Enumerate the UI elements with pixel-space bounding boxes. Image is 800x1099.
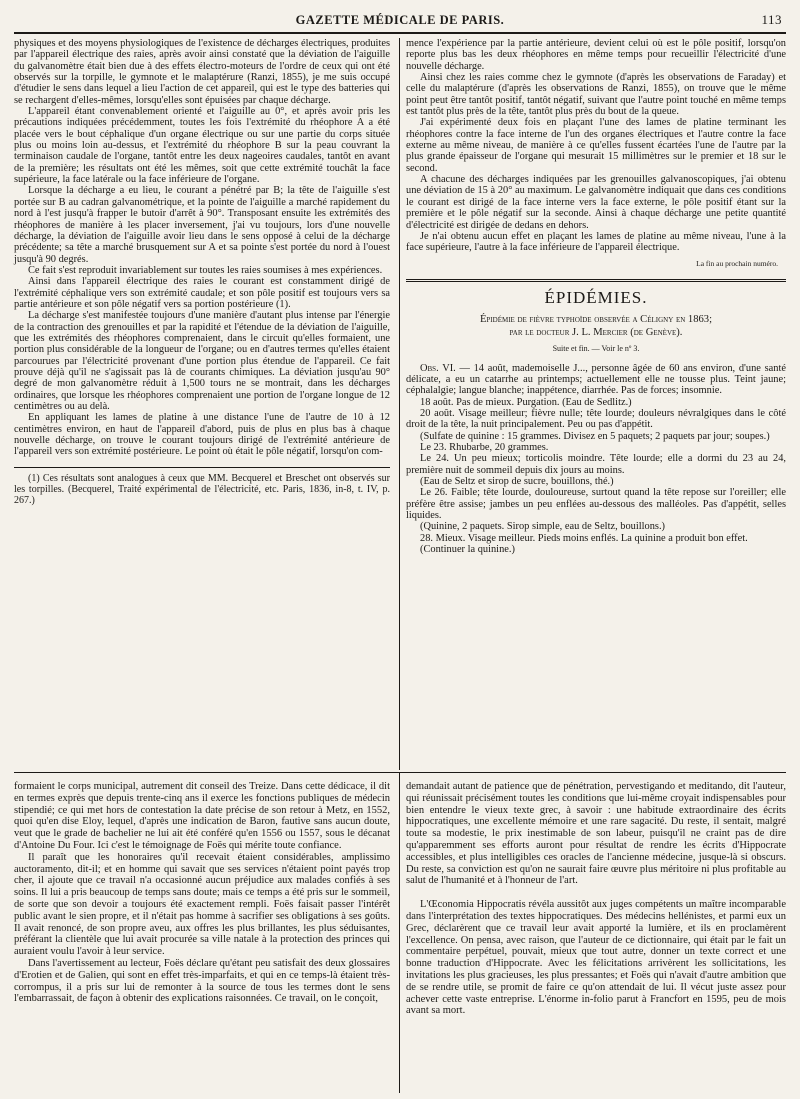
lower-section	[14, 772, 786, 1093]
paragraph: formaient le corps municipal, autrement dit conseil des Treize. Dans cette dédicace, il dit en termes exprès que depuis trente-cinq ans il exerce les fonctions publiques de médecin stipendié; ce qui met hors de contestation la date précise de son retour à Metz, en 1552, quoi qu'en dise Eloy, lequel, d'après une indication de Baron, fautive sans aucun doute, veut que le grade de bachelier ne lui ait été conféré qu'en 1556 ou 1557, sous le décanat d'Antoine Du Four. Ici c'est le témoignage de Foës qui mérite toute confiance.	[14, 781, 390, 851]
observation-entry: Le 26. Faible; tête lourde, douloureuse, surtout quand la tête repose sur l'oreiller; elle préfère être assise; jambes un peu enflées au-dessous des malléoles. Pas d'appétit, selles liquides.	[406, 487, 786, 522]
running-header	[14, 8, 786, 34]
observation-intro-text: — 14 août, mademoiselle J..., personne âgée de 60 ans environ, d'une santé délicate, a eu un catarrhe au printemps; actuellement elle ne tousse plus. Teint jaune; céphalalgie; langue blanche; inappétence, diarrhée. Pas de forces; insomnie.	[406, 362, 786, 397]
column-divider	[399, 38, 400, 770]
right-column-top	[406, 38, 786, 555]
observation-entry: (Quinine, 2 paquets. Sirop simple, eau de Seltz, bouillons.)	[420, 521, 666, 533]
paragraph: Il paraît que les honoraires qu'il recevait étaient considérables, amplissimo auctoramento, dit-il; et en homme qui savait que ses services n'étaient point payés trop cher, il ajoute que ce travail n'a occasionné aucun préjudice aux malades confiés à ses soins. Il lui a pris beaucoup de temps sans doute; mais ce temps a été pris sur le sommeil, de sorte que son devoir a toujours été exactement rempli. Foës faisait passer l'intérêt public avant le sien propre, et il n'était pas homme à sacrifier ses obligations à ses goûts. Il avait renoncé, de son propre aveu, aux offres les plus brillantes, les plus séduisantes, préférant la clientèle que lui avait procurée sa ville natale à la protection des princes qui auraient voulu l'avoir à leur service.	[14, 851, 390, 958]
paragraph: Ce fait s'est reproduit invariablement sur toutes les raies soumises à mes expériences.	[28, 264, 383, 276]
paragraph: physiques et des moyens physiologiques de l'existence de décharges électriques, produites par l'appareil électrique des raies, après avoir ainsi constaté que la déviation de l'aiguille du galvanomètre était bien due à des effets électro-moteurs de l'ordre de ceux qui ont été observés sur la torpille, le gymnote et le malaptérure (Ranzi, 1855), je me suis occupé d'étudier le sens dans lequel a lieu l'action de cet appareil, qui est le type des batteries qui se rechargent d'elles-mêmes, lorsqu'elles sont épuisées par chaque décharge.	[14, 38, 390, 106]
left-column-top	[14, 38, 390, 506]
observation-entry: 20 août. Visage meilleur; fièvre nulle; tête lourde; douleurs névralgiques dans le côté droit de la tête, la nuit principalement. Peu ou pas d'appétit.	[406, 407, 786, 431]
paragraph: L'Œconomia Hippocratis révéla aussitôt aux juges compétents un maître incomparable dans l'interprétation des textes hippocratiques. Des médecins hellénistes, et parmi eux un Grec, déclarèrent que ce travail leur avait apporté la lumière, et ils en proclamèrent l'excellence. On pensa, avec raison, que l'auteur de ce dictionnaire, qui était par le fait un commentaire perpétuel, pouvait, mieux que tout autre, donner un texte correct et une bonne traduction d'Hippocrate. Avec les félicitations arrivèrent les sollicitations, les invitations les plus gracieuses, les plus pressantes; et Foës qui n'avait d'autre ambition que de se rendre utile, se promit de faire ce qu'on attendait de lui. Il vécut juste assez pour achever cette vaste entreprise. L'énorme in-folio parut à Francfort en 1595, peu de mois avant sa mort.	[406, 899, 786, 1017]
article-title-line1: Épidémie de fièvre typhoïde observée a Céligny en 1863;	[479, 314, 713, 326]
article-byline: par le docteur J. L. Mercier (de Genève).	[509, 327, 683, 339]
observation-label: Obs. VI.	[420, 362, 456, 374]
paragraph: demandait autant de patience que de pénétration, pervestigando et meditando, dit l'auteur, qui réunissait précisément toutes les conditions que lui-même croyait indispensables pour bien entendre le vieux texte grec, à savoir : une habitude extraordinaire des écrits hippocratiques, une excellente mémoire et une rare sagacité. Du reste, il sentait, malgré toute sa modestie, le prix inestimable de son labeur, puisqu'il ne craint pas de dire qu'apparemment ses efforts auront pour résultat de rendre les écrits d'Hippocrate accessibles, et plus intelligibles ces oracles de l'ancienne médecine, jusque-là si obscurs. Du reste, sa conviction est qu'on ne saurait faire œuvre plus méritoire ni plus profitable au salut de l'humanité et à l'honneur de l'art.	[406, 781, 786, 887]
footnote-rule	[14, 467, 390, 468]
observation-entry: Le 24. Un peu mieux; torticolis moindre. Tête lourde; elle a dormi du 23 au 24, première nuit de sommeil depuis dix jours au moins.	[406, 453, 786, 476]
paragraph: Je n'ai obtenu aucun effet en plaçant les lames de platine au même niveau, l'une à la face supérieure, l'autre à la face inférieure de l'appareil électrique.	[406, 230, 786, 254]
paragraph: mence l'expérience par la partie antérieure, devient celui où est le pôle positif, lorsqu'on reporte plus bas les deux rhéophores en même temps pour recueillir l'électricité d'une nouvelle décharge.	[406, 38, 786, 72]
paragraph: J'ai expérimenté deux fois en plaçant l'une des lames de platine terminant les rhéophores contre la face interne de l'un des organes électriques et l'autre contre la face externe au même niveau, de manière à ce qu'elles fussent écartées l'une de l'autre par la plus grande épaisseur de l'organe qui mesurait 15 millimètres sur le premier et 18 sur le second.	[406, 117, 786, 174]
paragraph: Lorsque la décharge a eu lieu, le courant a pénétré par B; la tête de l'aiguille s'est portée sur B au cadran galvanométrique, et la pointe de l'aiguille a marché rapidement du nord à l'est jusqu'à frapper le butoir d'arrêt à 90°. Transposant ensuite les extrémités des rhéophores de manière à les placer inversement, j'ai vu toujours, lors d'une nouvelle décharge, la déviation de l'aiguille avoir lieu dans le sens opposé à celui de la décharge précédente; sa tête a marché brusquement sur A et sa pointe s'est portée du nord à l'ouest jusqu'à 90 degrés.	[14, 185, 390, 265]
observation-entry: (Sulfate de quinine : 15 grammes. Divisez en 5 paquets; 2 paquets par jour; soupes.)	[420, 430, 770, 442]
observation-entry: 18 août. Pas de mieux. Purgation. (Eau de Sedlitz.)	[420, 396, 632, 408]
journal-title: GAZETTE MÉDICALE DE PARIS.	[295, 13, 505, 27]
newspaper-page	[14, 8, 786, 1093]
footnote-text: (1) Ces résultats sont analogues à ceux que MM. Becquerel et Breschet ont observés sur les torpilles. (Becquerel, Traité expérimental de l'électricité, etc. Paris, 1836, in-8, t. IV, p. 267.)	[14, 472, 390, 506]
paragraph: La décharge s'est manifestée toujours d'une manière d'autant plus intense par l'énergie de la contraction des grenouilles et par la rapidité et l'étendue de la déviation de l'aiguille, que les extrémités des rhéophores comprenaient, dans le circuit qu'elles formaient, une portion plus considérable de la longueur de l'organe; ou en d'autres termes qu'elles étaient parcourues par l'électricité provenant d'une portion plus étendue de l'appareil. Ce fait prouve déjà qu'il ne s'agissait pas là de courants chimiques. La déviation jusqu'au 90° degré de mon galvanomètre réduit à 1,500 tours ne se montrait, dans les décharges ordinaires, que lorsque les rhéophores comprenaient une portion de l'organe longue de 12 centimètres ou au delà.	[14, 310, 390, 412]
left-column-bottom	[14, 781, 390, 1005]
observation-entry: (Eau de Seltz et sirop de sucre, bouillons, thé.)	[420, 476, 614, 487]
paragraph-gap	[406, 887, 786, 899]
paragraph: Ainsi dans l'appareil électrique des raies le courant est constamment dirigé de l'extrémité céphalique vers son extrémité caudale; et son pôle positif est toujours vers sa partie antérieure et son pôle négatif vers sa portion postérieure (1).	[14, 276, 390, 310]
observation-vi	[406, 363, 786, 556]
column-divider	[399, 773, 400, 1093]
observation-intro	[406, 363, 786, 397]
continued-note: La fin au prochain numéro.	[696, 258, 778, 268]
article-title	[406, 313, 786, 339]
page-number: 113	[761, 12, 782, 27]
right-column-bottom	[406, 781, 786, 1017]
paragraph: L'appareil étant convenablement orienté et l'aiguille au 0°, et après avoir pris les précautions indiquées précédemment, toutes les fois l'extrémité du rhéophore A a été placée vers le bout céphalique d'un organe électrique ou sur une partie du corps située plus ou moins loin au-dessus, et l'extrémité du rhéophore B sur la peau couvrant la terminaison caudale de l'organe, tantôt entre les deux nageoires caudales, tantôt en avant de la première; les résultats ont été les mêmes, soit que cette extrémité touchât la face supérieure, la face latérale ou la face inférieure de l'organe.	[14, 106, 390, 186]
paragraph: En appliquant les lames de platine à une distance l'une de l'autre de 10 à 12 centimètres environ, en haut de l'appareil d'abord, puis de plus en plus bas à chaque nouvelle décharge, on trouve le courant toujours dirigé de l'extrémité antérieure de l'appareil vers son extrémité postérieure. Le point où était le pôle négatif, lorsqu'on com-	[14, 412, 390, 458]
paragraph: A chacune des décharges indiquées par les grenouilles galvanoscopiques, j'ai obtenu une déviation de 15 à 20° au maximum. Le galvanomètre indiquait que dans ces conditions le courant est dirigé de la face interne vers la face externe, le pôle positif étant sur la première et le pôle négatif sur la seconde. Ainsi à chaque décharge une petite quantité d'électricité est dirigée de dedans en dehors.	[406, 174, 786, 231]
continuation-note: Suite et fin. — Voir le nº 3.	[552, 344, 640, 354]
upper-section	[14, 38, 786, 770]
paragraph: Dans l'avertissement au lecteur, Foës déclare qu'étant peu satisfait des deux glossaires d'Erotien et de Galien, qui sont en effet très-imparfaits, et qui en ce temps-là étaient très-corrompus, il a pris sur lui de remonter à la source de tous les termes dont le sens l'embarrassait, de façon à obtenir des explications raisonnées. Ce travail, on le conçoit,	[14, 957, 390, 1005]
footnote	[14, 473, 390, 506]
section-divider	[406, 279, 786, 282]
section-title: ÉPIDÉMIES.	[544, 287, 648, 307]
observation-entry: 28. Mieux. Visage meilleur. Pieds moins enflés. La quinine a produit bon effet.	[420, 532, 748, 544]
observation-entry: (Continuer la quinine.)	[420, 544, 515, 556]
observation-entry: Le 23. Rhubarbe, 20 grammes.	[420, 441, 549, 453]
paragraph: Ainsi chez les raies comme chez le gymnote (d'après les observations de Faraday) et celle du malaptérure (d'après les observations de Ranzi, 1855), on trouve que le même point peut être tantôt positif, tantôt négatif, suivant que l'autre point touché en même temps est tantôt plus près de la tête, tantôt plus près du bout de la queue.	[406, 72, 786, 118]
